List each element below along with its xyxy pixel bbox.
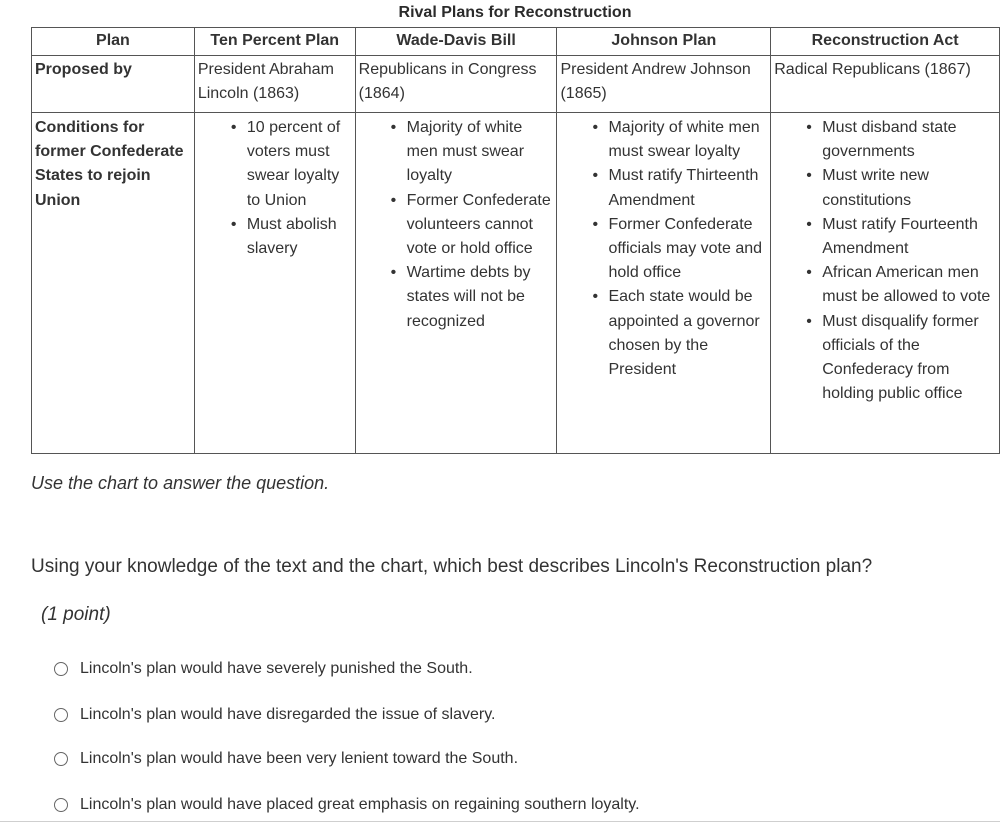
list-item: • Former Confederate officials may vote and hold office: [608, 213, 770, 286]
chart-title: Rival Plans for Reconstruction: [398, 4, 632, 21]
divider: [0, 821, 1000, 822]
instruction-text: Use the chart to answer the question.: [31, 473, 330, 493]
list-item: • Majority of white men must swear loyalty: [608, 116, 770, 164]
cell-conditions-wade-davis: [355, 113, 557, 454]
list-item: • 10 percent of voters must swear loyalty to Union: [247, 116, 353, 213]
list-item: • Must write new constitutions: [822, 164, 999, 212]
list-item: • Wartime debts by states will not be recognized: [407, 261, 553, 334]
list-item: • Must ratify Fourteenth Amendment: [822, 213, 999, 261]
row-label-proposed-by: Proposed by: [32, 56, 195, 113]
list-item: • Each state would be appointed a governor chosen by the President: [608, 285, 770, 382]
table-row-proposed-by: [32, 56, 1000, 113]
table-header-row: [32, 28, 1000, 56]
cell-conditions-johnson: [557, 113, 771, 454]
answer-option-3[interactable]: [54, 750, 518, 768]
answer-option-label: Lincoln's plan would have severely punished the South.: [80, 660, 473, 677]
answer-option-4[interactable]: [54, 796, 640, 814]
reconstruction-plans-table: [31, 27, 1000, 454]
list-item: • Majority of white men must swear loyalty: [407, 116, 553, 189]
header-plan: Plan: [32, 28, 195, 56]
list-item: • Must disband state governments: [822, 116, 999, 164]
radio-button-icon[interactable]: [54, 662, 68, 676]
answer-option-label: Lincoln's plan would have been very lenient toward the South.: [80, 750, 519, 767]
cell-conditions-reconstruction-act: [771, 113, 1000, 454]
cell-proposed-reconstruction-act: Radical Republicans (1867): [771, 56, 1000, 113]
list-item: • Must ratify Thirteenth Amendment: [608, 164, 770, 212]
cell-proposed-johnson: President Andrew Johnson (1865): [557, 56, 771, 113]
header-reconstruction-act: Reconstruction Act: [771, 28, 1000, 56]
header-wade-davis-bill: Wade-Davis Bill: [355, 28, 557, 56]
answer-option-label: Lincoln's plan would have disregarded the issue of slavery.: [80, 706, 496, 723]
row-label-conditions: Conditions for former Confederate States to rejoin Union: [32, 113, 195, 454]
radio-button-icon[interactable]: [54, 798, 68, 812]
list-item: • African American men must be allowed to vote: [822, 261, 999, 309]
cell-proposed-ten-percent: President Abraham Lincoln (1863): [194, 56, 355, 113]
answer-option-label: Lincoln's plan would have placed great emphasis on regaining southern loyalty.: [80, 796, 640, 813]
radio-button-icon[interactable]: [54, 752, 68, 766]
cell-conditions-ten-percent: [194, 113, 355, 454]
question-text: Using your knowledge of the text and the chart, which best describes Lincoln's Reconstruction plan?: [31, 556, 873, 577]
radio-button-icon[interactable]: [54, 708, 68, 722]
header-johnson-plan: Johnson Plan: [557, 28, 771, 56]
points-label: (1 point): [41, 604, 111, 625]
list-item: • Must disqualify former officials of the Confederacy from holding public office: [822, 310, 999, 407]
table-row-conditions: [32, 113, 1000, 454]
answer-option-2[interactable]: [54, 706, 495, 724]
header-ten-percent-plan: Ten Percent Plan: [194, 28, 355, 56]
list-item: • Must abolish slavery: [247, 213, 353, 261]
answer-option-1[interactable]: [54, 660, 473, 678]
cell-proposed-wade-davis: Republicans in Congress (1864): [355, 56, 557, 113]
list-item: • Former Confederate volunteers cannot vote or hold office: [407, 189, 553, 262]
